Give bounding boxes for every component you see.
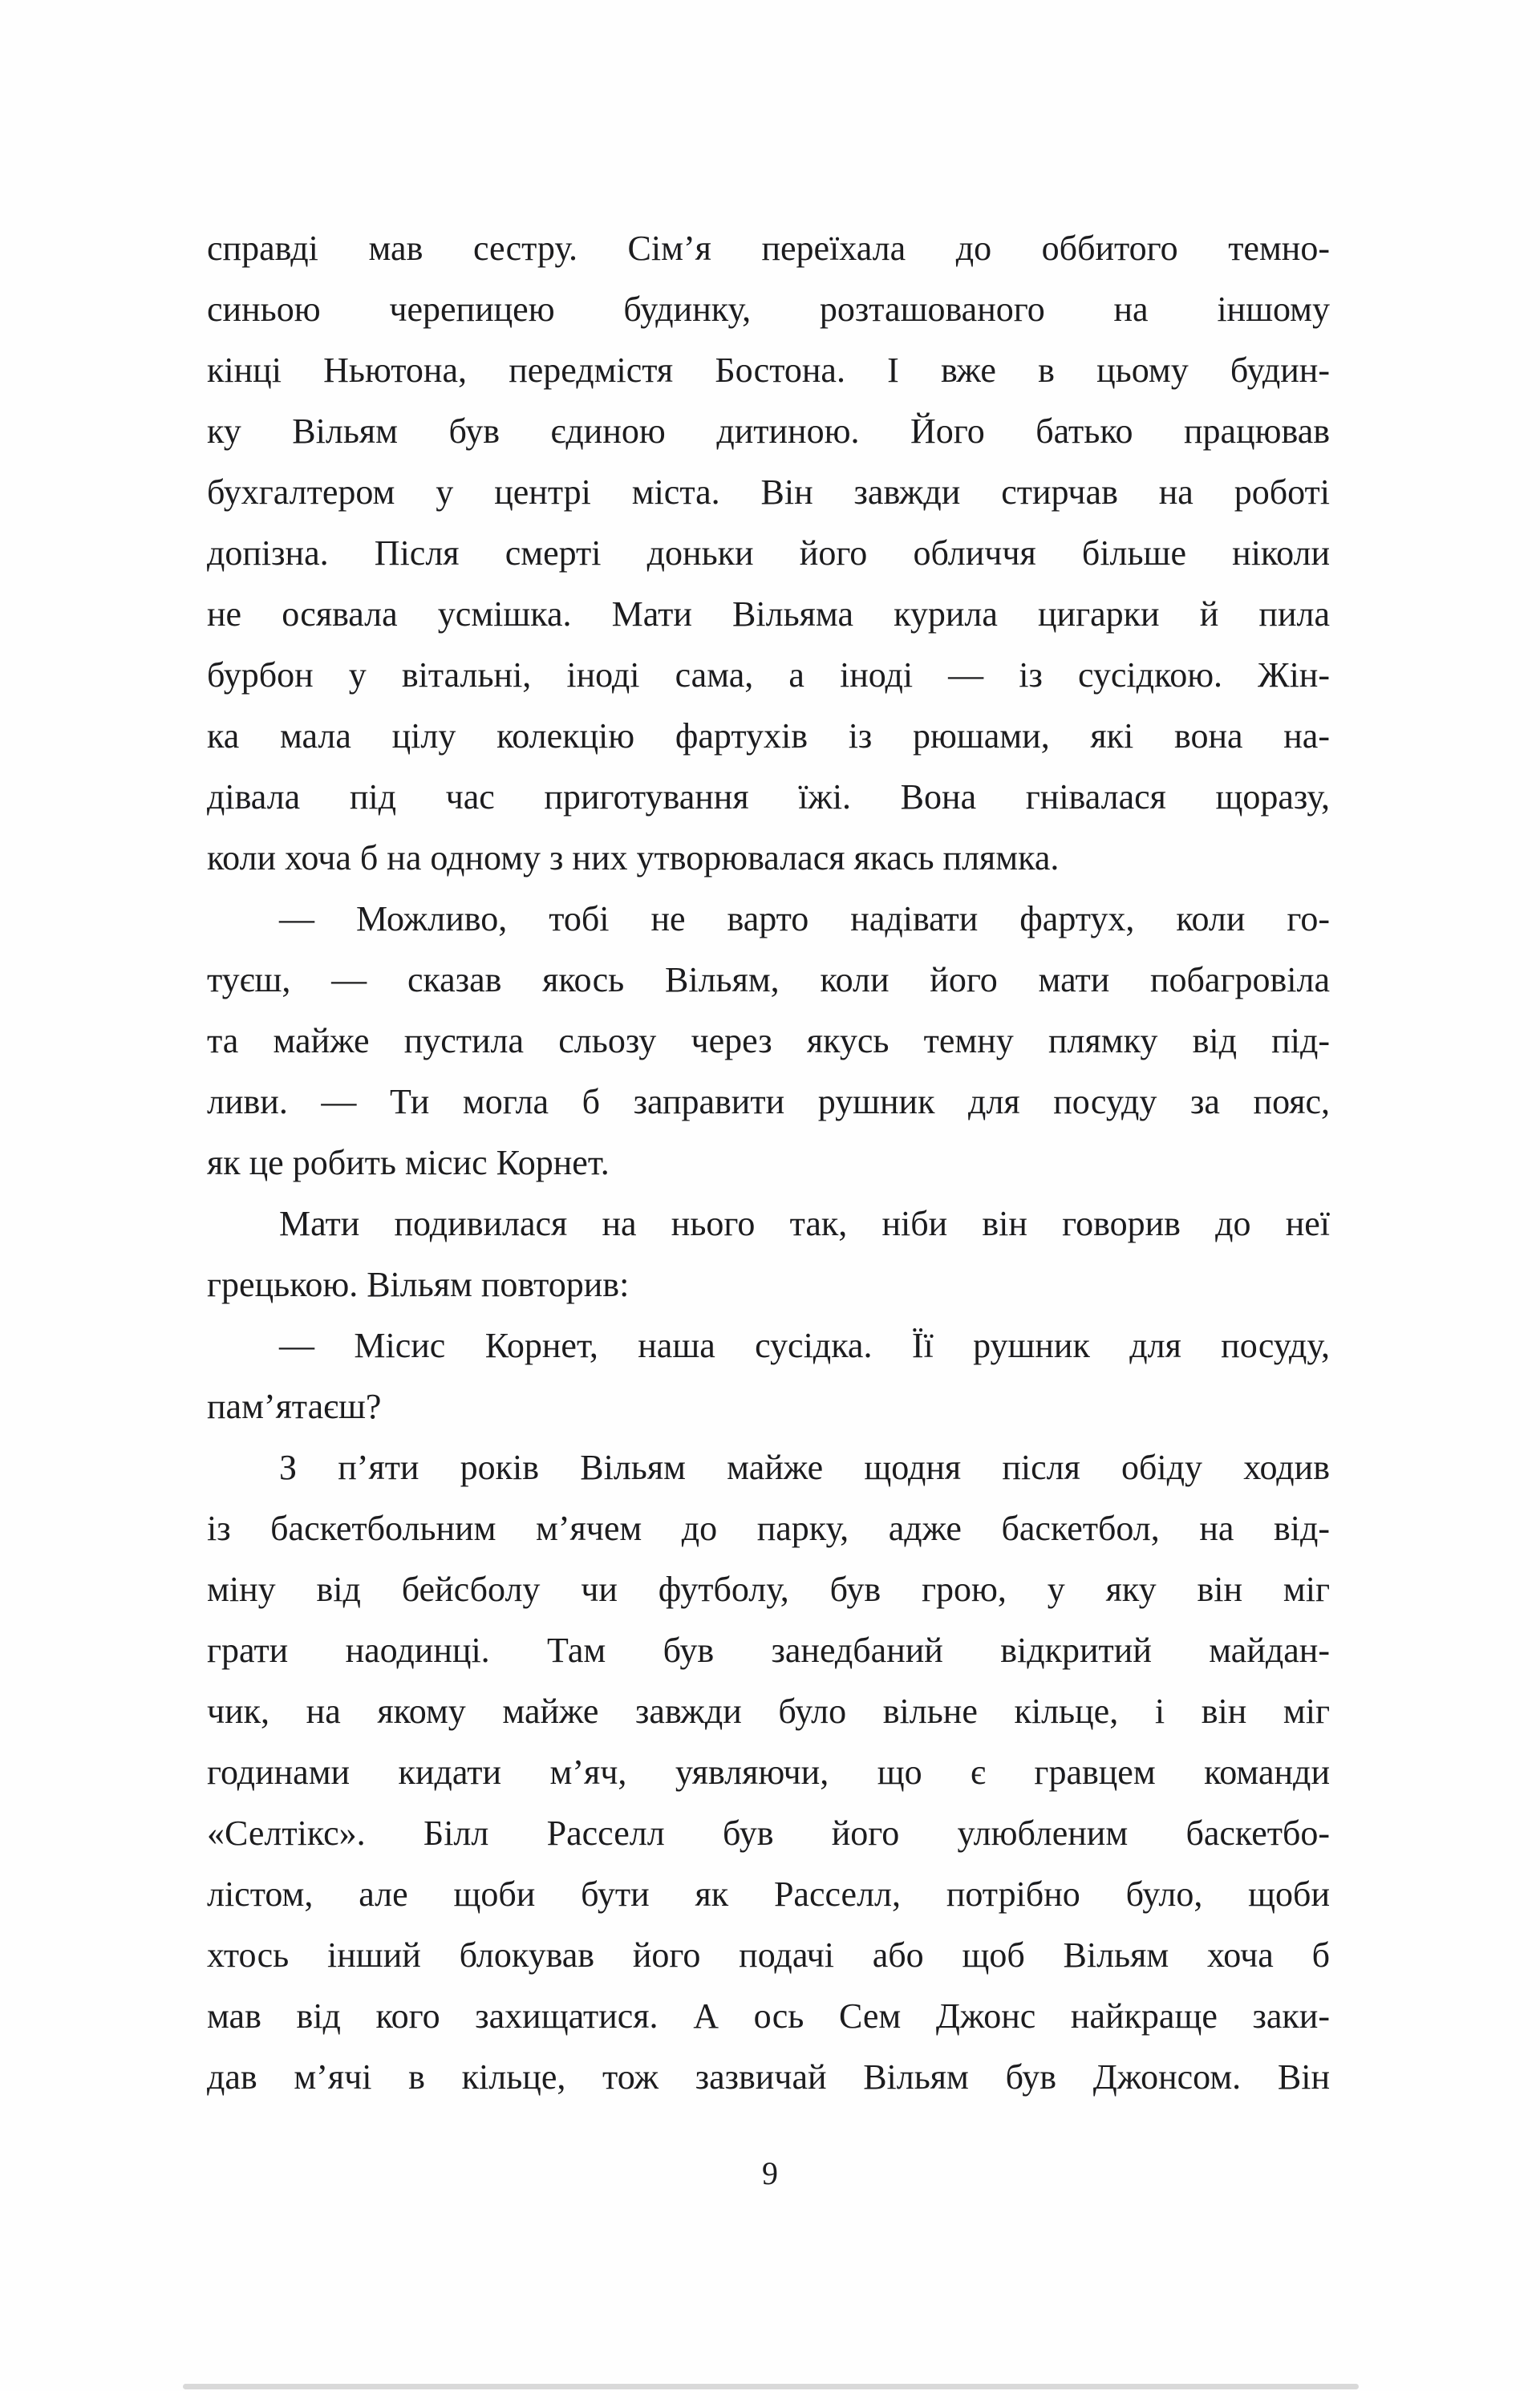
text-line: «Селтікс». Білл Расселл був його улюбленим баскетбо- <box>207 1814 1330 1853</box>
paragraph <box>207 218 1330 889</box>
text-line: міну від бейсболу чи футболу, був грою, у яку він міг <box>207 1570 1330 1609</box>
text-line: дав м’ячі в кільце, тож зазвичай Вільям був Джонсом. Він <box>207 2057 1330 2097</box>
text-line: кінці Ньютона, передмістя Бостона. І вже в цьому будин- <box>207 351 1330 390</box>
page-number: 9 <box>762 2155 778 2191</box>
text-line: пам’ятаєш? <box>207 1387 382 1426</box>
text-line: Мати подивилася на нього так, ніби він говорив до неї <box>279 1204 1330 1243</box>
text-line: годинами кидати м’яч, уявляючи, що є гравцем команди <box>207 1753 1330 1792</box>
text-line: синьою черепицею будинку, розташованого на іншому <box>207 290 1330 329</box>
text-line: бурбон у вітальні, іноді сама, а іноді — із сусідкою. Жін- <box>207 655 1330 695</box>
text-line: — Місис Корнет, наша сусідка. Її рушник для посуду, <box>279 1326 1330 1365</box>
text-line: справді мав сестру. Сім’я переїхала до оббитого темно- <box>207 229 1330 268</box>
paragraph <box>207 1193 1330 1315</box>
text-line: хтось інший блокував його подачі або щоб Вільям хоча б <box>207 1935 1330 1975</box>
text-line: З п’яти років Вільям майже щодня після обіду ходив <box>279 1448 1330 1487</box>
paragraph <box>207 1315 1330 1437</box>
text-line: грецькою. Вільям повторив: <box>207 1265 630 1304</box>
page-text <box>207 218 1330 2108</box>
text-line: лістом, але щоби бути як Расселл, потрібно було, щоби <box>207 1874 1330 1914</box>
text-line: туєш, — сказав якось Вільям, коли його мати побагровіла <box>207 960 1330 999</box>
paragraph <box>207 889 1330 1193</box>
text-line: — Можливо, тобі не варто надівати фартух, коли го- <box>279 899 1330 938</box>
text-line: мав від кого захищатися. А ось Сем Джонс найкраще заки- <box>207 1996 1330 2036</box>
text-line: та майже пустила сльозу через якусь темну плямку від під- <box>207 1021 1330 1060</box>
next-page-edge <box>183 2384 1359 2389</box>
text-line: ливи. — Ти могла б заправити рушник для посуду за пояс, <box>207 1082 1330 1121</box>
text-line: ку Вільям був єдиною дитиною. Його батько працював <box>207 411 1330 451</box>
text-line: бухгалтером у центрі міста. Він завжди стирчав на роботі <box>207 472 1330 512</box>
text-line: допізна. Після смерті доньки його обличчя більше ніколи <box>207 533 1330 573</box>
text-line: як це робить місис Корнет. <box>207 1143 610 1182</box>
text-line: чик, на якому майже завжди було вільне кільце, і він міг <box>207 1692 1330 1731</box>
text-line: із баскетбольним м’ячем до парку, адже баскетбол, на від- <box>207 1509 1330 1548</box>
text-line: коли хоча б на одному з них утворювалася якась плямка. <box>207 838 1060 877</box>
text-line: не осявала усмішка. Мати Вільяма курила цигарки й пила <box>207 594 1330 634</box>
paragraph <box>207 1437 1330 2108</box>
text-line: дівала під час приготування їжі. Вона гнівалася щоразу, <box>207 777 1330 817</box>
text-line: грати наодинці. Там був занедбаний відкритий майдан- <box>207 1631 1330 1670</box>
text-line: ка мала цілу колекцію фартухів із рюшами, які вона на- <box>207 716 1330 756</box>
